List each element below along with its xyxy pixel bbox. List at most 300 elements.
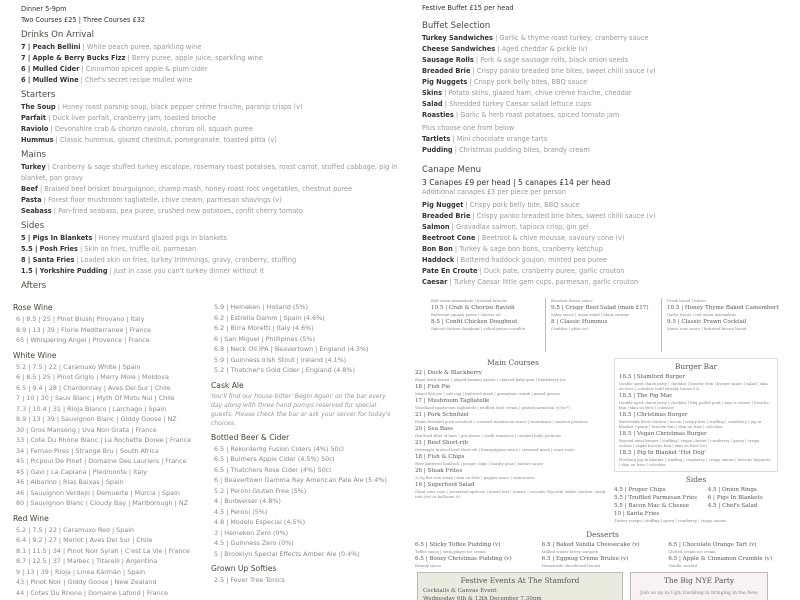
item-name: 6 | Mulled Wine: [21, 76, 79, 84]
menu-item: [415, 411, 611, 424]
item-desc: Turkey & sage bon bons, cranberry ketchup: [459, 245, 603, 253]
item-name: Raviolo: [21, 125, 49, 133]
menu-item: [415, 425, 611, 438]
item-name: Cheese Sandwiches: [422, 45, 496, 53]
dinner-prices: Two Courses £25 | Three Courses £32: [21, 16, 146, 24]
item-desc: Satay sauce | Asian salad | black sesame: [551, 312, 630, 317]
dinner-hours: Dinner 5-9pm: [21, 5, 67, 13]
item-desc: Duck pate, cranberry puree, garlic crouton: [483, 267, 625, 275]
menu-item: [431, 318, 543, 331]
menu-item: [422, 66, 800, 77]
separator: |: [77, 245, 85, 253]
side-item: 4.5 | Proper Chips: [614, 487, 666, 493]
item-desc: Cinnamon spiced apple & plum cider: [85, 65, 208, 73]
drink-item: 46 | Albarino | Rias Baixas | Spain: [16, 478, 124, 486]
separator: |: [470, 212, 477, 220]
item-name: 6.5 | Baked Vanilla Cheesecake (v): [541, 542, 640, 548]
events-line: Cocktails & Canvas Event: [423, 588, 497, 594]
separator: |: [467, 78, 474, 86]
item-desc: Woodland mushroom tagliatelle | truffled herb cream | grated parmesan (v)(ve*): [415, 405, 570, 410]
menu-item: [542, 555, 669, 569]
menu-item: [422, 134, 800, 145]
drink-item: 4.5 | Peroni (5%): [214, 507, 268, 516]
drink-item: 34 | Fernao Pires | Strange Bru | South Africa: [16, 446, 159, 455]
menu-item: [422, 44, 800, 55]
item-name: Breaded Brie: [422, 212, 471, 220]
menu-item: [619, 430, 773, 448]
item-desc: Roast duck breast | glazed fondant potato | charred baby gem | blackberry jus: [415, 377, 566, 382]
drink-item: 2.5 | Fever Tree Tonics: [214, 576, 285, 584]
drink-item: 6 | 8.5 | 25 | Pinot Grigio | Merry Mole | Moldova: [16, 373, 169, 381]
menu-item: [21, 162, 400, 184]
separator: |: [37, 185, 45, 193]
item-name: Pig Nuggets: [422, 78, 468, 86]
item-name: 8.5 | Confit Chicken Doughnut: [431, 319, 518, 325]
item-name: Sausage Rolls: [422, 56, 474, 64]
item-name: 18.5 | Vegan Christmas Burger: [619, 431, 707, 437]
item-name: The Soup: [21, 103, 56, 111]
menu-item: [422, 244, 800, 255]
menu-item: [668, 555, 795, 569]
item-name: 22 | Duck & Blackberry: [415, 370, 482, 376]
buffet-title: Festive Buffet £15 per head: [422, 4, 514, 12]
drink-item: 44 | Cotes Du Rhone | Domaine Lafond | France: [16, 588, 169, 597]
item-desc: Christmas pudding bites, brandy cream: [459, 146, 590, 154]
drink-item: 5.2 | 7.5 | 22 | Caramuxo Red | Spain: [16, 525, 135, 534]
drink-item: 3 | Heineken Zero (0%): [214, 528, 289, 537]
item-desc: Honey mustard glazed pigs in blankets: [98, 234, 228, 242]
item-desc: Butternut squash puree | chorizo oil: [431, 312, 501, 317]
menu-item: [551, 318, 663, 331]
item-desc: Berry puree, apple juice, sparkling wine: [131, 54, 263, 62]
burger-bar: [614, 358, 778, 472]
menu-item: [21, 255, 400, 266]
menu-item: [422, 99, 800, 110]
item-desc: Devonshire crab & chorizo raviolo, chorizo oil, squash puree: [54, 125, 254, 133]
menu-item: [422, 255, 800, 266]
drinks-heading: Grown Up Softies: [211, 564, 277, 573]
menu-item: [21, 206, 400, 217]
item-desc: Pork & sage sausage rolls, black onion seeds: [480, 56, 629, 64]
drink-item: 33 | Cote Du Rhone Blanc | La Rochette Doree | France: [16, 436, 192, 444]
item-name: 20 | Sea Bass: [415, 426, 454, 432]
menu-item: [21, 195, 400, 206]
drink-item: 46 | Sauvignon Verdejo | Demuerte | Murcia | Spain: [16, 488, 180, 497]
separator: |: [45, 163, 53, 171]
separator: |: [475, 234, 482, 242]
menu-item: [667, 318, 779, 331]
drink-item: 8.9 | 13 | 39 | Sauvignon Blanc | Giddy Goose | NZ: [16, 415, 177, 423]
item-desc: Garlic toasts | red onion marmalade: [667, 312, 737, 317]
item-desc: Giant cous cous | preserved apricots | mixed leaf | tomato | avocado Top with either chicken, steak, tofu (ve) or halloumi (v): [415, 489, 607, 499]
item-name: Beetroot Cone: [422, 234, 476, 242]
menu-item: [619, 411, 773, 429]
menu-item: [415, 467, 611, 480]
item-desc: Homemade shortbread biscuit: [541, 563, 601, 568]
item-desc: Marie rose sauce | buttered brown bread: [667, 326, 747, 331]
cask-ale-note: You'll find our house bitter 'Begin Again' on the bar every day along with three hand pumps reserved for special guests. Please check the bar or ask your server for today's choices.: [211, 392, 391, 427]
item-desc: Panko breaded pork schnitzel | creamed mushroom sauce | sauerkraut | sauteed potatoes: [415, 419, 588, 424]
item-name: Salad: [422, 100, 443, 108]
divider: [661, 298, 662, 352]
menu-item: [422, 277, 800, 288]
drink-item: 6 | 8.5 | 25 | Pinot Blush| Pirovano | Italy: [16, 315, 145, 323]
afters-heading: Afters: [21, 281, 47, 291]
drink-item: 80 | Sauvignon Blanc | Cloudy Bay | Marlborough | NZ: [16, 499, 188, 507]
drinks-heading: Bottled Beer & Cider: [211, 432, 290, 442]
item-name: 6.5 | Boozy Christmas Pudding (v): [415, 556, 512, 562]
item-desc: Skin on fries, truffle oil, parmesan: [84, 245, 197, 253]
item-desc: Overnight braised beef short-rib | bourguignon sauce | creamed mash | roast roots: [415, 447, 575, 452]
menu-item: [415, 397, 611, 410]
item-desc: Turkey scraps | stuffing | gravy | cranberry | crispy onions: [614, 518, 727, 523]
separator: |: [107, 267, 114, 275]
item-desc: Mixed fish pie | soft egg | buttered mash | gremolata crumb | mixed greens: [415, 391, 560, 396]
menu-item: [619, 373, 773, 391]
menu-item: [542, 541, 669, 555]
item-name: 16.5 | Stamford Burger: [619, 374, 686, 380]
item-desc: Toffee sauce | stem ginger ice cream: [415, 549, 486, 554]
item-name: 16 | Superfood Salad: [415, 482, 475, 488]
restaurant-menu: [405, 298, 800, 600]
drink-item: 8.1 | 11.5 | 34 | Pinot Noir Syrah | C'est La Vie | France: [16, 546, 190, 555]
burger-bar-heading: Burger Bar: [674, 362, 718, 371]
item-desc: Double aged chuck patty | cheddar | brioche bun | burger sauce | salad | skin on fries | coleslaw (add streaky bacon £2): [619, 381, 768, 391]
item-name: Roasties: [422, 111, 454, 119]
separator: |: [449, 223, 456, 231]
separator: |: [477, 267, 484, 275]
menu-item: [422, 200, 800, 211]
section-heading: Drinks On Arrival: [21, 30, 95, 40]
separator: |: [48, 125, 55, 133]
item-desc: Red onion marmalade | toasted brioche: [431, 298, 508, 303]
item-name: 5 | Pigs In Blankets: [21, 234, 93, 242]
side-item: 5.5 | Truffled Parmesan Fries: [614, 495, 698, 501]
item-name: 10 | Santa Fries: [614, 511, 660, 517]
drink-item: 6.5 | Bulmers Apple Cider (4.5%) 50cl: [214, 455, 335, 463]
drink-item: 43 | Pinot Noir | Giddy Goose | New Zealand: [16, 578, 157, 586]
item-name: 10.5 | Crab & Chorizo Ravioli: [431, 305, 515, 311]
item-desc: Duck liver parfait, cranberry jam, toasted brioche: [52, 114, 216, 122]
choose-note: Plus choose one from below: [422, 124, 515, 132]
drink-item: 30 | Gros Manseng | Uva Non Grata | France: [16, 425, 157, 434]
separator: |: [470, 67, 477, 75]
item-name: 1.5 | Yorkshire Pudding: [21, 267, 108, 275]
drink-item: 65 | Whispering Angel | Provence | France: [16, 336, 150, 344]
drink-item: 5.2 | 7.5 | 22 | Caramuxo White | Spain: [16, 362, 141, 371]
drinks-list: [0, 298, 405, 600]
item-name: 18.5 | Pig In Blanket 'Hot Dog': [619, 450, 706, 456]
separator: |: [53, 136, 60, 144]
drink-item: 6.8 | Neck Oil IPA | Beavertown | England (4.3%): [214, 345, 369, 353]
menu-item: [415, 369, 611, 382]
item-name: 7 | Peach Bellini: [21, 43, 81, 51]
item-desc: Brandy sauce: [415, 563, 442, 568]
separator: |: [447, 278, 454, 286]
drink-item: 6.2 | Birra Moretti | Italy (4.6%): [214, 324, 314, 332]
item-name: 9.5 | Crispy Beef Salad (main £17): [551, 305, 649, 311]
item-name: 18 | Fish & Chips: [415, 454, 465, 460]
item-name: Pig Nugget: [422, 201, 464, 209]
dinner-menu: [0, 0, 400, 298]
item-name: 18.5 | Christmas Burger: [619, 412, 688, 418]
separator: |: [492, 34, 500, 42]
drink-item: 7.3 | 10.4 | 31 | Rioja Blanco | Larchago | Spain: [16, 404, 167, 413]
drinks-heading: Red Wine: [13, 513, 49, 523]
menu-item: [21, 113, 400, 124]
menu-item: [21, 75, 400, 86]
item-name: 6.5 | Sticky Toffee Pudding (v): [415, 542, 501, 548]
canape-prices: 3 Canapes £9 per head | 5 canapes £14 per head: [422, 178, 611, 187]
menu-item: [415, 453, 611, 466]
item-name: 8 | Classic Hummus: [551, 319, 608, 325]
menu-item: [415, 541, 542, 555]
item-desc: Classic hummus, glazed chestnut, pomegranate, toasted pitta (v): [60, 136, 277, 144]
item-desc: Potato skins, glazed ham, chive crème fraiche, cheddar: [448, 89, 632, 97]
separator: |: [80, 43, 87, 51]
drink-item: 4.8 | Modelo Especial (4.5%): [214, 518, 306, 526]
drink-item: 4.5 | Guinness Zero (0%): [214, 539, 294, 547]
menu-item: [21, 64, 400, 75]
buffet-selection-heading: Buffet Selection: [422, 21, 491, 31]
item-name: 6 | Mulled Cider: [21, 65, 80, 73]
item-desc: Beyond meat burger | stuffing | vegan cheese | cranberry | gravy | crispy onions | vegan brioche bun | skin on fries (ve): [619, 438, 760, 448]
nye-party-box: [630, 572, 768, 600]
menu-item: [422, 110, 800, 121]
festive-events-box: [417, 572, 623, 600]
item-name: 9.5 | Classic Prawn Cocktail: [667, 319, 747, 325]
item-desc: Footlong pig in blanket | stuffing | cranberry | crispy onions | brioche baguette | skin on fries | coleslaw: [619, 457, 771, 467]
drink-item: 5 | Brooklyn Special Effects Amber Ale (0.4%): [214, 549, 360, 558]
item-desc: 225g flat iron steak | skin on fries | pepper sauce | watercress: [415, 475, 535, 480]
menu-item: [667, 298, 779, 303]
menu-item: [422, 233, 800, 244]
separator: |: [452, 146, 460, 154]
menu-item: [422, 77, 800, 88]
item-desc: Crispy pork belly bites, BBQ sauce: [473, 78, 588, 86]
nye-heading: The Big NYE Party: [663, 576, 735, 585]
menu-item: [619, 449, 773, 467]
menu-item: [422, 266, 800, 277]
item-desc: Forest floor mushroom tagliatelle, chive cream, parmesan shavings (v): [48, 196, 282, 204]
item-desc: Beetroot & chive mousse, savoury cone (v): [481, 234, 625, 242]
menu-item: [21, 184, 400, 195]
drink-item: 6.2 | Estrella Damm | Spain (4.6%): [214, 313, 325, 322]
item-desc: Crispy panko breaded brie bites, sweet chilli sauce (v): [476, 212, 656, 220]
menu-item: [619, 392, 773, 410]
item-name: Beef: [21, 185, 38, 193]
menu-item: [422, 55, 800, 66]
separator: |: [46, 114, 53, 122]
separator: |: [442, 100, 450, 108]
item-name: 21 | Pork Schnitzel: [415, 412, 469, 418]
item-name: Seabass: [21, 207, 52, 215]
item-desc: Pan-fried fillet of bass | pea puree | confit tomatoes | crushed baby potatoes: [415, 433, 561, 438]
drinks-heading: Cask Ale: [211, 380, 244, 390]
desserts-heading: Desserts: [586, 530, 619, 539]
item-name: Turkey Sandwiches: [422, 34, 493, 42]
menu-item: [21, 42, 400, 53]
drink-item: 6.5 | Thatchers Rose Cider (4%) 50cl: [214, 465, 332, 474]
item-desc: Bourbon lemon sauce: [551, 298, 593, 303]
separator: |: [452, 245, 460, 253]
menu-item: [21, 266, 400, 277]
separator: |: [74, 256, 81, 264]
item-name: Haddock: [422, 256, 455, 264]
menu-item: [21, 53, 400, 64]
item-desc: Crispy panko breaded brie bites, sweet chilli sauce (v): [476, 67, 656, 75]
menu-item: [21, 244, 400, 255]
item-name: Bon Bon: [422, 245, 453, 253]
divider: [545, 298, 546, 352]
drink-item: 6.5 | Rekorderlig Fusion Ciders (4%) 50cl: [214, 444, 344, 453]
item-desc: Mulled winter berry compote: [541, 549, 599, 554]
drink-item: 45 | Gavi | La Caplana | Piedmonte | Italy: [16, 467, 147, 476]
item-name: 7 | Apple & Berry Bucks Fizz: [21, 54, 126, 62]
separator: |: [450, 135, 457, 143]
drink-item: 7 | 10 | 30 | Sauv Blanc | Myth Of Motu Nui | Chile: [16, 394, 175, 402]
separator: |: [92, 234, 99, 242]
item-desc: Mini chocolate orange tarts: [456, 135, 548, 143]
item-name: Hummus: [21, 136, 54, 144]
item-desc: Clotted cream ice cream: [668, 549, 716, 554]
drink-item: 5.9 | Heineken | Holland (5%): [214, 303, 308, 311]
separator: |: [454, 256, 461, 264]
events-date: Wednesday 6th & 13th December 7.30pm: [423, 596, 542, 600]
item-desc: Just in case you can't turkey dinner without it: [113, 267, 264, 275]
drinks-heading: White Wine: [13, 350, 57, 360]
main-courses-heading: Main Courses: [487, 358, 539, 367]
item-desc: Pan-fried seabass, pea puree, crushed new potatoes, confit cherry tomato: [58, 207, 303, 215]
drink-item: 9 | 13 | 39 | Rioja | Linea Kármán | Spain: [16, 567, 146, 576]
item-desc: Chef's secret recipe mulled wine: [84, 76, 193, 84]
item-name: Pate En Croute: [422, 267, 478, 275]
separator: |: [463, 201, 470, 209]
item-name: 21 | Beef Short-rib: [415, 440, 468, 446]
item-desc: Aged cheddar & pickle (v): [501, 45, 588, 53]
item-desc: Spiced chicken doughnut | salted pecan crumble: [431, 326, 525, 331]
item-desc: Crudites | pitta (ve): [551, 326, 589, 331]
separator: |: [453, 111, 461, 119]
side-item: 5.5 | Bacon Mac & Cheese: [614, 503, 690, 509]
item-name: Pudding: [422, 146, 453, 154]
separator: |: [442, 89, 449, 97]
menu-item: [415, 439, 611, 452]
menu-item: [667, 304, 779, 317]
item-desc: Fresh bread | butter: [667, 298, 707, 303]
drink-item: 5.9 | Guinness Irish Stout | Ireland (4.1%): [214, 355, 347, 364]
item-name: 26 | Steak Frites: [415, 468, 463, 474]
section-heading: Starters: [21, 90, 56, 100]
menu-item: [21, 135, 400, 146]
item-name: Parfait: [21, 114, 47, 122]
drink-item: 6.5 | 9.4 | 28 | Chardonnay | Aves Del Sur | Chile: [16, 383, 171, 392]
item-desc: Battered haddock goujon, minted pea puree: [460, 256, 607, 264]
menu-item: [415, 555, 542, 569]
item-name: 17 | Mushroom Tagliatelle: [415, 398, 490, 404]
separator: |: [78, 76, 85, 84]
events-heading: Festive Events At The Stamford: [460, 576, 580, 585]
item-desc: Loaded skin on fries, turkey trimmings, gravy, cranberry, stuffing: [80, 256, 297, 264]
menu-item: [551, 298, 663, 303]
menu-item: [21, 233, 400, 244]
drink-item: 5.2 | Thatcher's Gold Cider | England (4.8%): [214, 366, 355, 374]
item-desc: Honey roast parsnip soup, black pepper crème fraiche, parsnip crisps (v): [62, 103, 303, 111]
separator: |: [125, 54, 132, 62]
item-name: 18.5 | The Pig Mac: [619, 393, 673, 399]
item-desc: Vanilla custard: [668, 563, 698, 568]
item-name: 10.5 | Honey Thyme Baked Camembert: [667, 305, 779, 311]
drink-item: 6 | Beavertown Gamma Ray American Pale Ale (5.4%): [214, 476, 387, 484]
item-desc: Shredded turkey Caesar salad lettuce cups: [449, 100, 591, 108]
item-desc: Garlic & herb roast potatoes, spiced tomato jam: [460, 111, 620, 119]
menu-item: [415, 481, 611, 499]
drink-item: 8.7 | 12.5 | 37 | Malbec | Titarelli | Argentina: [16, 557, 158, 565]
menu-item: [431, 298, 543, 303]
drink-item: 5.2 | Peroni Gluten Free (5%): [214, 486, 307, 495]
sides-heading: Sides: [685, 475, 707, 484]
item-name: Salmon: [422, 223, 450, 231]
side-item: 4.5 | Onion Rings: [707, 487, 757, 493]
item-name: Skins: [422, 89, 443, 97]
drink-item: 6 | San Miguel | Phillipines (5%): [214, 334, 315, 343]
item-name: Tartlets: [422, 135, 451, 143]
canape-note: Additional canapes £3 per piece per person: [422, 188, 566, 196]
separator: |: [473, 56, 481, 64]
menu-item: [21, 124, 400, 135]
item-desc: Turkey Caesar little gem cups, parmesan, garlic crouton: [453, 278, 639, 286]
section-heading: Mains: [21, 150, 46, 160]
menu-item: [422, 145, 800, 156]
item-name: 8 | Santa Fries: [21, 256, 75, 264]
menu-item: [431, 304, 543, 317]
separator: |: [51, 207, 59, 215]
separator: |: [495, 45, 502, 53]
item-name: 18 | Fish Pie: [415, 384, 451, 390]
menu-item: [422, 211, 800, 222]
drinks-heading: Rose Wine: [13, 303, 53, 312]
menu-item: [422, 33, 800, 44]
item-desc: Gravadlax salmon, tapioca crisp, gin gel: [455, 223, 589, 231]
side-item: 6 | Pigs In Blankets: [707, 495, 763, 501]
item-name: Caesar: [422, 278, 448, 286]
menu-item: [422, 222, 800, 233]
menu-item: [21, 102, 400, 113]
item-desc: Beer battered haddock | proper chips | mushy peas | tartare sauce: [415, 461, 544, 466]
item-name: 6.5 | Eggnog Crème Brulee (v): [541, 556, 629, 562]
drink-item: 6.4 | 9.2 | 27 | Merlot | Aves Del Sur | Chile: [16, 536, 153, 544]
item-desc: Buttermilk fried chicken | bacon | crispy brie | stuffing | cranberry | pig in blanket | gravy | brioche bun | skin on fries | coleslaw: [619, 419, 762, 429]
drink-item: 4 | Budweiser (4.8%): [214, 497, 281, 505]
item-desc: Cranberry & sage stuffed turkey escalope, rosemary roast potatoes, roast carrot, stuffed cabbage, pig in blanket, pan gravy: [21, 163, 398, 182]
drink-item: 8.9 | 13 | 39 | Florie Mediterranee | France: [16, 325, 151, 334]
menu-item: [422, 88, 800, 99]
item-desc: Braised beef brisket bourguignon, champ mash, honey roast root vegetables, chestnut puree: [44, 185, 353, 193]
separator: |: [79, 65, 86, 73]
nye-text: Join us up in Ugly Duckling in bringing in the New: [640, 591, 758, 596]
item-name: 6.5 | Apple & Cinnamon Crumble (v): [668, 556, 773, 562]
item-name: 5.5 | Posh Fries: [21, 245, 78, 253]
menu-item: [668, 541, 795, 555]
buffet-menu: [400, 0, 800, 297]
section-heading: Sides: [21, 221, 45, 231]
item-desc: Garlic & thyme roast turkey, cranberry sauce: [499, 34, 649, 42]
menu-item: [551, 304, 663, 317]
canape-heading: Canape Menu: [422, 165, 482, 175]
item-name: Turkey: [21, 163, 46, 171]
item-desc: Crispy pork belly bite, BBQ sauce: [469, 201, 580, 209]
item-desc: White peach puree, sparkling wine: [86, 43, 202, 51]
